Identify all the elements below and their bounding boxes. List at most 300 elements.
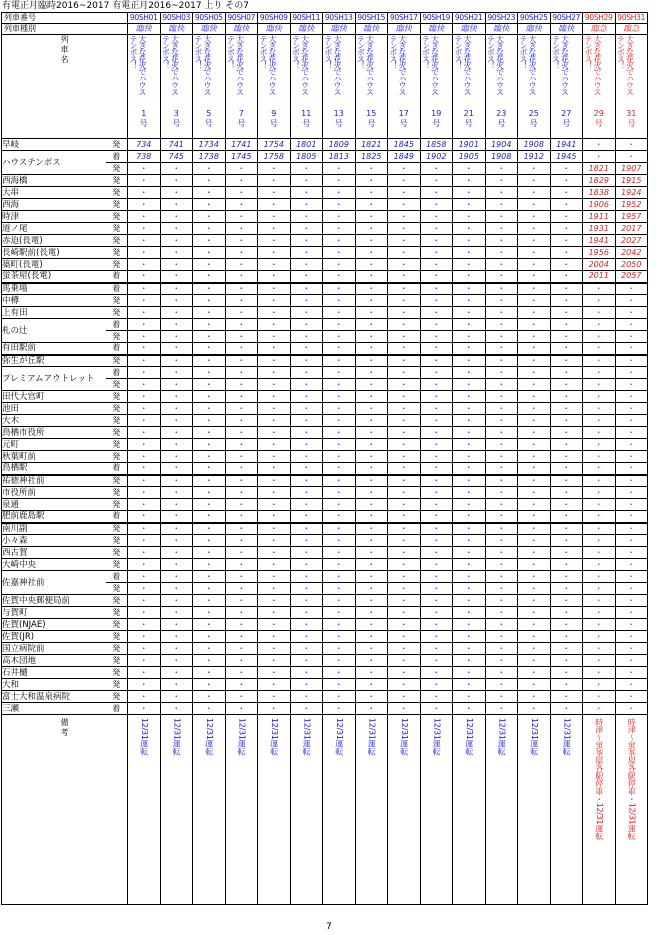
- no-stop-mark: ・: [420, 535, 453, 547]
- no-stop-mark: ・: [355, 307, 388, 319]
- no-stop-mark: ・: [355, 463, 388, 475]
- no-stop-mark: ・: [388, 319, 421, 331]
- train-num-unit: 号: [269, 119, 278, 128]
- no-stop-mark: ・: [323, 463, 356, 475]
- no-stop-mark: ・: [225, 427, 258, 439]
- station-name: 祐徳神社前: [2, 475, 106, 487]
- no-stop-mark: ・: [453, 655, 486, 667]
- time-cell: 1805: [290, 151, 323, 163]
- remarks-cell: [193, 715, 226, 905]
- train-name-text: 大きな花火でハウステンボス！: [584, 35, 602, 95]
- no-stop-mark: ・: [453, 391, 486, 403]
- no-stop-mark: ・: [290, 499, 323, 511]
- no-stop-mark: ・: [615, 379, 648, 391]
- no-stop-mark: ・: [258, 319, 291, 331]
- no-stop-mark: ・: [290, 655, 323, 667]
- no-stop-mark: ・: [420, 319, 453, 331]
- no-stop-mark: ・: [388, 295, 421, 307]
- no-stop-mark: ・: [420, 595, 453, 607]
- no-stop-mark: ・: [615, 499, 648, 511]
- remarks-text: 12/31運転: [399, 718, 409, 755]
- no-stop-mark: ・: [550, 163, 583, 175]
- no-stop-mark: ・: [355, 343, 388, 355]
- no-stop-mark: ・: [258, 235, 291, 247]
- no-stop-mark: ・: [550, 691, 583, 703]
- no-stop-mark: ・: [388, 343, 421, 355]
- no-stop-mark: ・: [128, 583, 161, 595]
- no-stop-mark: ・: [388, 451, 421, 463]
- no-stop-mark: ・: [388, 391, 421, 403]
- no-stop-mark: ・: [518, 475, 551, 487]
- station-name: 札の辻: [2, 319, 106, 343]
- no-stop-mark: ・: [193, 487, 226, 499]
- no-stop-mark: ・: [160, 463, 193, 475]
- no-stop-mark: ・: [160, 703, 193, 715]
- no-stop-mark: ・: [420, 523, 453, 535]
- time-cell: 1911: [583, 211, 616, 223]
- no-stop-mark: ・: [453, 643, 486, 655]
- train-type-cell: 臨急: [583, 24, 616, 35]
- no-stop-mark: ・: [518, 511, 551, 523]
- no-stop-mark: ・: [485, 571, 518, 583]
- no-stop-mark: ・: [615, 511, 648, 523]
- train-name-cell: [420, 35, 453, 139]
- time-cell: 1813: [323, 151, 356, 163]
- no-stop-mark: ・: [388, 247, 421, 259]
- remarks-cell: [420, 715, 453, 905]
- no-stop-mark: ・: [193, 667, 226, 679]
- no-stop-mark: ・: [290, 295, 323, 307]
- train-name-cell: [485, 35, 518, 139]
- no-stop-mark: ・: [225, 595, 258, 607]
- time-cell: 1941: [550, 139, 583, 151]
- time-cell: 1904: [485, 139, 518, 151]
- no-stop-mark: ・: [160, 175, 193, 187]
- no-stop-mark: ・: [550, 463, 583, 475]
- no-stop-mark: ・: [518, 259, 551, 271]
- no-stop-mark: ・: [225, 187, 258, 199]
- train-no-cell: 90SH03: [160, 13, 193, 24]
- station-name: 大和: [2, 679, 106, 691]
- no-stop-mark: ・: [323, 655, 356, 667]
- no-stop-mark: ・: [388, 307, 421, 319]
- arr-dep-label: 発: [106, 523, 128, 535]
- no-stop-mark: ・: [453, 211, 486, 223]
- train-num: 21: [463, 109, 474, 118]
- station-name: 南川副: [2, 523, 106, 535]
- time-cell: 1907: [615, 163, 648, 175]
- no-stop-mark: ・: [225, 619, 258, 631]
- no-stop-mark: ・: [550, 703, 583, 715]
- train-num: 17: [398, 109, 409, 118]
- no-stop-mark: ・: [615, 391, 648, 403]
- arr-dep-label: 発: [106, 559, 128, 571]
- no-stop-mark: ・: [615, 427, 648, 439]
- no-stop-mark: ・: [420, 295, 453, 307]
- train-num-unit: 号: [139, 119, 148, 128]
- no-stop-mark: ・: [258, 247, 291, 259]
- station-name: 赤迫(長電): [2, 235, 106, 247]
- no-stop-mark: ・: [453, 427, 486, 439]
- no-stop-mark: ・: [550, 619, 583, 631]
- no-stop-mark: ・: [453, 415, 486, 427]
- no-stop-mark: ・: [420, 427, 453, 439]
- no-stop-mark: ・: [258, 391, 291, 403]
- remarks-text: 12/31運転: [139, 718, 149, 755]
- no-stop-mark: ・: [355, 391, 388, 403]
- no-stop-mark: ・: [583, 691, 616, 703]
- no-stop-mark: ・: [518, 535, 551, 547]
- no-stop-mark: ・: [388, 367, 421, 379]
- no-stop-mark: ・: [420, 259, 453, 271]
- arr-dep-label: 発: [106, 691, 128, 703]
- no-stop-mark: ・: [583, 355, 616, 367]
- no-stop-mark: ・: [453, 259, 486, 271]
- no-stop-mark: ・: [583, 307, 616, 319]
- no-stop-mark: ・: [518, 235, 551, 247]
- no-stop-mark: ・: [420, 283, 453, 295]
- no-stop-mark: ・: [323, 379, 356, 391]
- no-stop-mark: ・: [323, 631, 356, 643]
- no-stop-mark: ・: [323, 619, 356, 631]
- remarks-text: 12/31運転: [432, 718, 442, 755]
- no-stop-mark: ・: [290, 259, 323, 271]
- no-stop-mark: ・: [290, 703, 323, 715]
- no-stop-mark: ・: [128, 427, 161, 439]
- no-stop-mark: ・: [225, 283, 258, 295]
- no-stop-mark: ・: [290, 319, 323, 331]
- no-stop-mark: ・: [485, 355, 518, 367]
- time-cell: 1924: [615, 187, 648, 199]
- time-cell: 2011: [583, 271, 616, 283]
- no-stop-mark: ・: [355, 283, 388, 295]
- train-no-cell: 90SH25: [518, 13, 551, 24]
- remarks-cell: [615, 715, 648, 905]
- no-stop-mark: ・: [128, 655, 161, 667]
- no-stop-mark: ・: [485, 451, 518, 463]
- time-cell: 1902: [420, 151, 453, 163]
- no-stop-mark: ・: [485, 547, 518, 559]
- no-stop-mark: ・: [518, 343, 551, 355]
- no-stop-mark: ・: [355, 403, 388, 415]
- train-name-cell: [128, 35, 161, 139]
- arr-dep-label: 発: [106, 331, 128, 343]
- remarks-cell: [518, 715, 551, 905]
- train-no-cell: 90SH27: [550, 13, 583, 24]
- station-name: 富士大和温泉病院: [2, 691, 106, 703]
- no-stop-mark: ・: [128, 391, 161, 403]
- arr-dep-label: 発: [106, 235, 128, 247]
- no-stop-mark: ・: [355, 703, 388, 715]
- no-stop-mark: ・: [420, 655, 453, 667]
- train-name-text: 大きな花火でハウステンボス！: [291, 35, 310, 95]
- no-stop-mark: ・: [485, 199, 518, 211]
- no-stop-mark: ・: [485, 631, 518, 643]
- no-stop-mark: ・: [290, 355, 323, 367]
- no-stop-mark: ・: [225, 499, 258, 511]
- arr-dep-label: 発: [106, 175, 128, 187]
- time-cell: 2017: [615, 223, 648, 235]
- no-stop-mark: ・: [225, 487, 258, 499]
- train-num-unit: 号: [334, 119, 343, 128]
- arr-dep-label: 着: [106, 319, 128, 331]
- train-num: 23: [496, 109, 507, 118]
- no-stop-mark: ・: [128, 451, 161, 463]
- no-stop-mark: ・: [485, 583, 518, 595]
- no-stop-mark: ・: [420, 487, 453, 499]
- no-stop-mark: ・: [258, 475, 291, 487]
- no-stop-mark: ・: [258, 403, 291, 415]
- no-stop-mark: ・: [518, 223, 551, 235]
- no-stop-mark: ・: [193, 247, 226, 259]
- no-stop-mark: ・: [225, 355, 258, 367]
- no-stop-mark: ・: [128, 619, 161, 631]
- no-stop-mark: ・: [128, 235, 161, 247]
- train-num: 13: [333, 109, 344, 118]
- no-stop-mark: ・: [453, 367, 486, 379]
- no-stop-mark: ・: [225, 691, 258, 703]
- arr-dep-label: 着: [106, 271, 128, 283]
- no-stop-mark: ・: [485, 427, 518, 439]
- no-stop-mark: ・: [128, 331, 161, 343]
- remarks-label: [2, 715, 128, 905]
- no-stop-mark: ・: [518, 451, 551, 463]
- no-stop-mark: ・: [258, 619, 291, 631]
- no-stop-mark: ・: [323, 691, 356, 703]
- no-stop-mark: ・: [160, 439, 193, 451]
- no-stop-mark: ・: [225, 583, 258, 595]
- no-stop-mark: ・: [485, 619, 518, 631]
- time-cell: 1941: [583, 235, 616, 247]
- no-stop-mark: ・: [355, 691, 388, 703]
- no-stop-mark: ・: [485, 415, 518, 427]
- arr-dep-label: 着: [106, 463, 128, 475]
- no-stop-mark: ・: [583, 367, 616, 379]
- no-stop-mark: ・: [193, 223, 226, 235]
- no-stop-mark: ・: [388, 259, 421, 271]
- no-stop-mark: ・: [323, 391, 356, 403]
- arr-dep-label: 発: [106, 499, 128, 511]
- no-stop-mark: ・: [420, 559, 453, 571]
- station-name: 高木団地: [2, 655, 106, 667]
- no-stop-mark: ・: [193, 343, 226, 355]
- no-stop-mark: ・: [485, 391, 518, 403]
- arr-dep-label: 発: [106, 379, 128, 391]
- no-stop-mark: ・: [485, 703, 518, 715]
- no-stop-mark: ・: [258, 679, 291, 691]
- remarks-cell: [225, 715, 258, 905]
- no-stop-mark: ・: [225, 415, 258, 427]
- station-name: 田代大官町: [2, 391, 106, 403]
- no-stop-mark: ・: [225, 319, 258, 331]
- no-stop-mark: ・: [160, 391, 193, 403]
- no-stop-mark: ・: [160, 607, 193, 619]
- no-stop-mark: ・: [160, 571, 193, 583]
- no-stop-mark: ・: [160, 271, 193, 283]
- no-stop-mark: ・: [420, 379, 453, 391]
- no-stop-mark: ・: [615, 475, 648, 487]
- no-stop-mark: ・: [453, 607, 486, 619]
- no-stop-mark: ・: [388, 331, 421, 343]
- arr-dep-label: 発: [106, 247, 128, 259]
- no-stop-mark: ・: [615, 679, 648, 691]
- no-stop-mark: ・: [225, 559, 258, 571]
- no-stop-mark: ・: [128, 211, 161, 223]
- no-stop-mark: ・: [128, 163, 161, 175]
- no-stop-mark: ・: [518, 391, 551, 403]
- no-stop-mark: ・: [290, 283, 323, 295]
- no-stop-mark: ・: [160, 511, 193, 523]
- no-stop-mark: ・: [193, 439, 226, 451]
- no-stop-mark: ・: [355, 319, 388, 331]
- no-stop-mark: ・: [550, 427, 583, 439]
- train-no-cell: 90SH17: [388, 13, 421, 24]
- time-cell: 1931: [583, 223, 616, 235]
- train-no-cell: 90SH23: [485, 13, 518, 24]
- train-num-unit: 号: [367, 119, 376, 128]
- train-name-cell: [453, 35, 486, 139]
- no-stop-mark: ・: [160, 307, 193, 319]
- no-stop-mark: ・: [453, 463, 486, 475]
- no-stop-mark: ・: [485, 223, 518, 235]
- no-stop-mark: ・: [388, 583, 421, 595]
- time-cell: 734: [128, 139, 161, 151]
- no-stop-mark: ・: [420, 223, 453, 235]
- no-stop-mark: ・: [583, 667, 616, 679]
- time-cell: 1952: [615, 199, 648, 211]
- station-name: 長崎駅前(長電): [2, 247, 106, 259]
- no-stop-mark: ・: [453, 283, 486, 295]
- no-stop-mark: ・: [485, 187, 518, 199]
- time-cell: 1821: [355, 139, 388, 151]
- no-stop-mark: ・: [290, 595, 323, 607]
- station-name: 西古賀: [2, 547, 106, 559]
- no-stop-mark: ・: [160, 163, 193, 175]
- train-name-text: 大きな花火でハウステンボス！: [421, 35, 440, 95]
- no-stop-mark: ・: [518, 667, 551, 679]
- no-stop-mark: ・: [290, 559, 323, 571]
- no-stop-mark: ・: [258, 199, 291, 211]
- no-stop-mark: ・: [290, 271, 323, 283]
- no-stop-mark: ・: [420, 463, 453, 475]
- no-stop-mark: ・: [323, 235, 356, 247]
- no-stop-mark: ・: [128, 571, 161, 583]
- no-stop-mark: ・: [193, 319, 226, 331]
- no-stop-mark: ・: [225, 463, 258, 475]
- no-stop-mark: ・: [160, 475, 193, 487]
- no-stop-mark: ・: [615, 439, 648, 451]
- no-stop-mark: ・: [193, 535, 226, 547]
- no-stop-mark: ・: [485, 643, 518, 655]
- remarks-cell: [128, 715, 161, 905]
- no-stop-mark: ・: [550, 451, 583, 463]
- train-name-cell: [323, 35, 356, 139]
- no-stop-mark: ・: [128, 559, 161, 571]
- no-stop-mark: ・: [225, 235, 258, 247]
- no-stop-mark: ・: [485, 655, 518, 667]
- no-stop-mark: ・: [323, 331, 356, 343]
- no-stop-mark: ・: [290, 643, 323, 655]
- no-stop-mark: ・: [323, 511, 356, 523]
- no-stop-mark: ・: [420, 439, 453, 451]
- no-stop-mark: ・: [550, 487, 583, 499]
- no-stop-mark: ・: [193, 391, 226, 403]
- no-stop-mark: ・: [160, 199, 193, 211]
- no-stop-mark: ・: [323, 571, 356, 583]
- train-num: 7: [238, 109, 244, 118]
- station-name: 道ノ尾: [2, 223, 106, 235]
- no-stop-mark: ・: [225, 211, 258, 223]
- no-stop-mark: ・: [420, 583, 453, 595]
- no-stop-mark: ・: [615, 571, 648, 583]
- no-stop-mark: ・: [453, 331, 486, 343]
- no-stop-mark: ・: [160, 655, 193, 667]
- station-name: 国立病院前: [2, 643, 106, 655]
- no-stop-mark: ・: [355, 235, 388, 247]
- no-stop-mark: ・: [160, 487, 193, 499]
- no-stop-mark: ・: [518, 355, 551, 367]
- no-stop-mark: ・: [160, 343, 193, 355]
- no-stop-mark: ・: [453, 547, 486, 559]
- no-stop-mark: ・: [550, 211, 583, 223]
- train-no-cell: 90SH01: [128, 13, 161, 24]
- no-stop-mark: ・: [355, 535, 388, 547]
- train-name-text: 大きな花火でハウステンボス！: [389, 35, 407, 95]
- no-stop-mark: ・: [388, 355, 421, 367]
- train-name-text: 大きな花火でハウステンボス！: [129, 35, 147, 95]
- no-stop-mark: ・: [258, 175, 291, 187]
- no-stop-mark: ・: [225, 343, 258, 355]
- no-stop-mark: ・: [355, 475, 388, 487]
- no-stop-mark: ・: [290, 211, 323, 223]
- no-stop-mark: ・: [550, 667, 583, 679]
- no-stop-mark: ・: [225, 511, 258, 523]
- train-num-unit: 号: [399, 119, 408, 128]
- no-stop-mark: ・: [258, 595, 291, 607]
- station-name: 石井樋: [2, 667, 106, 679]
- no-stop-mark: ・: [485, 307, 518, 319]
- station-name: 鳥栖駅: [2, 463, 106, 475]
- no-stop-mark: ・: [485, 463, 518, 475]
- no-stop-mark: ・: [258, 379, 291, 391]
- time-cell: 1829: [583, 175, 616, 187]
- no-stop-mark: ・: [290, 235, 323, 247]
- no-stop-mark: ・: [323, 415, 356, 427]
- no-stop-mark: ・: [323, 667, 356, 679]
- station-name: 小々森: [2, 535, 106, 547]
- no-stop-mark: ・: [453, 247, 486, 259]
- train-type-cell: 臨快: [388, 24, 421, 35]
- no-stop-mark: ・: [290, 679, 323, 691]
- station-name: 泉通: [2, 499, 106, 511]
- no-stop-mark: ・: [225, 439, 258, 451]
- train-num-unit: 号: [172, 119, 181, 128]
- no-stop-mark: ・: [615, 595, 648, 607]
- no-stop-mark: ・: [453, 499, 486, 511]
- no-stop-mark: ・: [193, 283, 226, 295]
- no-stop-mark: ・: [485, 247, 518, 259]
- no-stop-mark: ・: [453, 571, 486, 583]
- no-stop-mark: ・: [290, 547, 323, 559]
- no-stop-mark: ・: [583, 403, 616, 415]
- no-stop-mark: ・: [550, 499, 583, 511]
- train-no-cell: 90SH21: [453, 13, 486, 24]
- no-stop-mark: ・: [485, 523, 518, 535]
- no-stop-mark: ・: [160, 379, 193, 391]
- station-name: 与賀町: [2, 607, 106, 619]
- arr-dep-label: 発: [106, 259, 128, 271]
- no-stop-mark: ・: [518, 175, 551, 187]
